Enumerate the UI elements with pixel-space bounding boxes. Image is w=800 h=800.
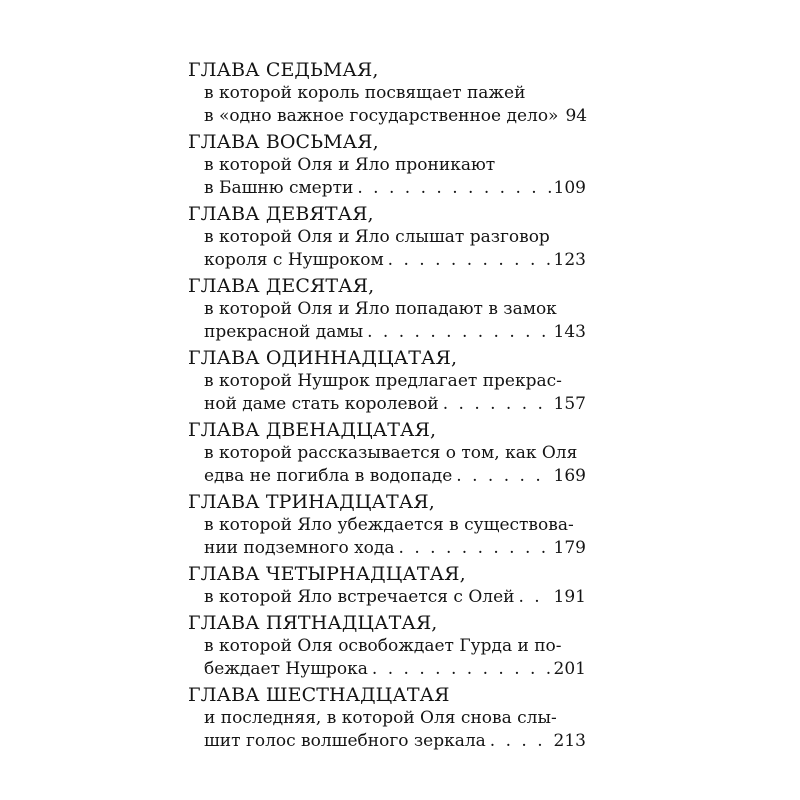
description-line: в которой король посвящает пажей: [204, 83, 526, 103]
description-line: и последняя, в которой Оля снова слы-: [204, 708, 557, 728]
description-line: в которой Оля и Яло проникают: [204, 155, 496, 175]
toc-entry-chapter-14: [188, 563, 586, 609]
dot-leader: [518, 586, 550, 609]
description-line-last: в «одно важное государственное дело»: [204, 106, 559, 126]
toc-entry-chapter-15: [188, 612, 586, 681]
page-number: 157: [553, 394, 586, 414]
leader-line: [204, 105, 586, 128]
page-number: 143: [553, 322, 586, 342]
description-line-last: нии подземного хода: [204, 538, 395, 558]
description-line: в которой рассказывается о том, как Оля: [204, 443, 578, 463]
description-line: в которой Оля и Яло слышат разговор: [204, 227, 550, 247]
dot-leader: [443, 393, 551, 416]
chapter-description: [188, 586, 586, 609]
toc-entry-chapter-11: [188, 347, 586, 416]
chapter-heading: ГЛАВА ТРИНАДЦАТАЯ,: [188, 491, 435, 513]
toc-entry-chapter-9: [188, 203, 586, 272]
description-line-last: ной даме стать королевой: [204, 394, 439, 414]
chapter-heading: ГЛАВА ПЯТНАДЦАТАЯ,: [188, 612, 438, 634]
leader-line: [204, 586, 586, 609]
table-of-contents: [188, 59, 586, 753]
dot-leader: [490, 730, 551, 753]
toc-entry-chapter-12: [188, 419, 586, 488]
chapter-heading: ГЛАВА СЕДЬМАЯ,: [188, 59, 379, 81]
leader-line: [204, 658, 586, 681]
chapter-description: [188, 154, 586, 200]
description-line-last: прекрасной дамы: [204, 322, 364, 342]
description-line-last: в Башню смерти: [204, 178, 354, 198]
description-line-last: шит голос волшебного зеркала: [204, 731, 486, 751]
chapter-description: [188, 298, 586, 344]
chapter-description: [188, 514, 586, 560]
description-line: в которой Яло убеждается в существова-: [204, 515, 574, 535]
toc-entry-chapter-7: [188, 59, 586, 128]
leader-line: [204, 177, 586, 200]
chapter-description: [188, 370, 586, 416]
dot-leader: [399, 537, 551, 560]
page-number: 191: [553, 587, 586, 607]
description-line: в которой Оля и Яло попадают в замок: [204, 299, 557, 319]
page-number: 213: [553, 731, 586, 751]
leader-line: [204, 465, 586, 488]
chapter-description: [188, 707, 586, 753]
dot-leader: [388, 249, 551, 272]
description-line: в которой Нушрок предлагает прекрас-: [204, 371, 562, 391]
toc-entry-chapter-10: [188, 275, 586, 344]
page-number: 169: [553, 466, 586, 486]
description-line: в которой Оля освобождает Гурда и по-: [204, 636, 562, 656]
chapter-description: [188, 82, 586, 128]
dot-leader: [367, 321, 550, 344]
chapter-heading: ГЛАВА ДЕСЯТАЯ,: [188, 275, 375, 297]
toc-entry-chapter-13: [188, 491, 586, 560]
chapter-description: [188, 635, 586, 681]
chapter-heading: ГЛАВА ЧЕТЫРНАДЦАТАЯ,: [188, 563, 466, 585]
page-number: 109: [553, 178, 586, 198]
description-line-last: едва не погибла в водопаде: [204, 466, 453, 486]
chapter-heading: ГЛАВА ШЕСТНАДЦАТАЯ: [188, 684, 450, 706]
description-line-last: короля с Нушроком: [204, 250, 384, 270]
leader-line: [204, 249, 586, 272]
dot-leader: [357, 177, 550, 200]
page-number: 123: [553, 250, 586, 270]
chapter-heading: ГЛАВА ВОСЬМАЯ,: [188, 131, 379, 153]
chapter-description: [188, 226, 586, 272]
chapter-heading: ГЛАВА ОДИННАДЦАТАЯ,: [188, 347, 458, 369]
chapter-heading: ГЛАВА ДЕВЯТАЯ,: [188, 203, 374, 225]
description-line-last: беждает Нушрока: [204, 659, 368, 679]
dot-leader: [456, 465, 550, 488]
leader-line: [204, 393, 586, 416]
leader-line: [204, 730, 586, 753]
description-line-last: в которой Яло встречается с Олей: [204, 587, 515, 607]
chapter-heading: ГЛАВА ДВЕНАДЦАТАЯ,: [188, 419, 437, 441]
toc-entry-chapter-8: [188, 131, 586, 200]
leader-line: [204, 537, 586, 560]
page-number: 94: [565, 106, 588, 126]
toc-entry-chapter-16: [188, 684, 586, 753]
chapter-description: [188, 442, 586, 488]
dot-leader: [372, 658, 551, 681]
page-number: 179: [553, 538, 586, 558]
page-number: 201: [553, 659, 586, 679]
leader-line: [204, 321, 586, 344]
